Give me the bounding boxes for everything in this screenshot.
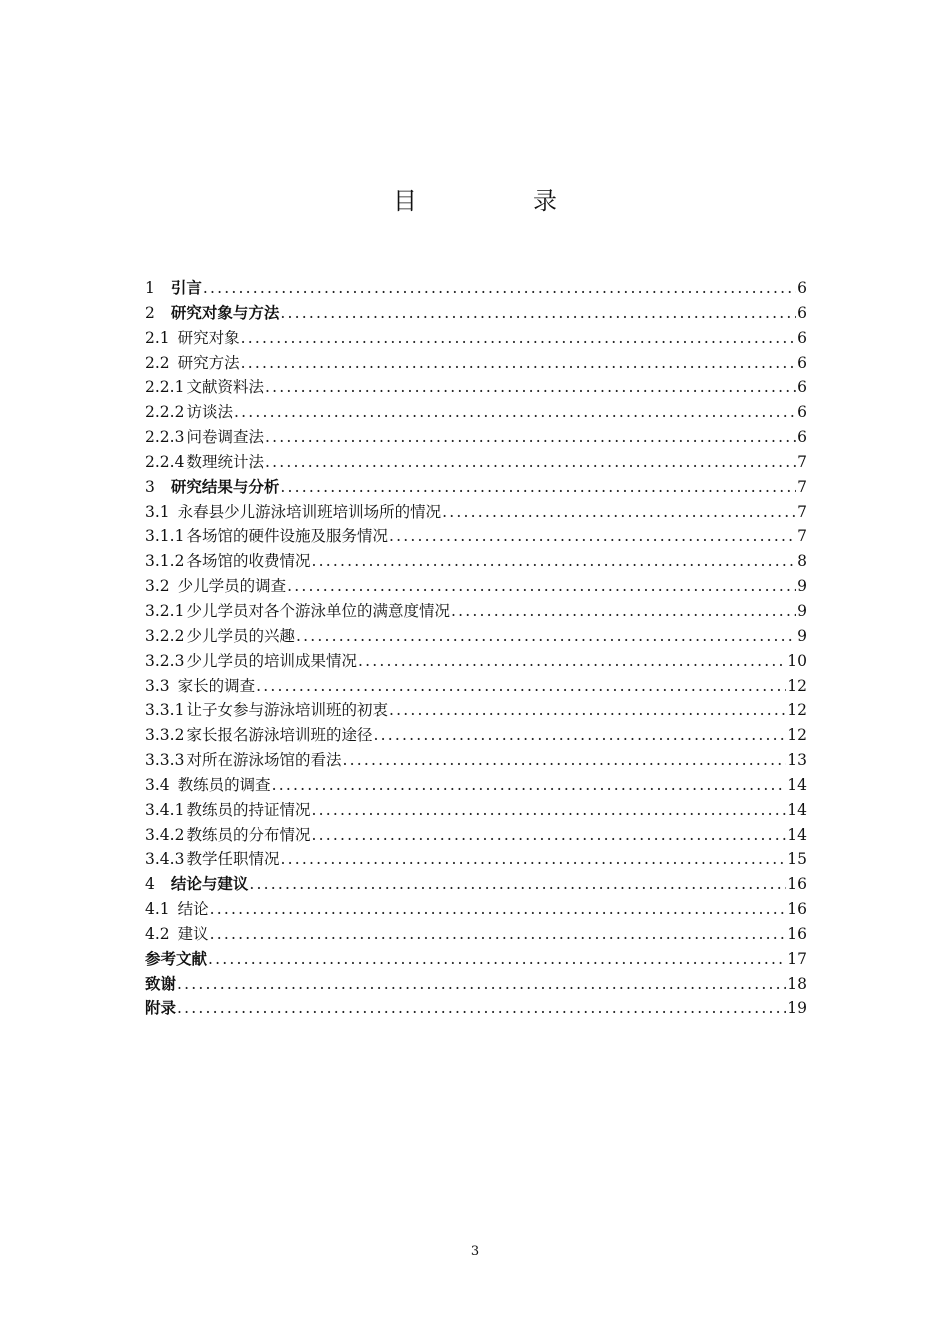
toc-entry-number: 2.2 — [145, 353, 170, 372]
toc-entry[interactable] — [145, 351, 807, 376]
toc-leader-dots — [442, 500, 796, 525]
toc-entry-number: 2 — [145, 303, 155, 322]
toc-leader-dots — [265, 450, 796, 475]
toc-entry-label: 结论与建议 — [170, 875, 249, 894]
toc-entry-page: 6 — [797, 403, 807, 422]
toc-entry-label: 对所在游泳场馆的看法 — [186, 751, 342, 770]
toc-entry-label: 致谢 — [145, 974, 177, 993]
toc-entry[interactable] — [145, 524, 807, 549]
toc-leader-dots — [280, 475, 796, 500]
table-of-contents — [145, 276, 807, 1021]
toc-entry-number: 2.2.4 — [145, 452, 185, 471]
toc-entry-label: 问卷调查法 — [186, 428, 264, 447]
toc-leader-dots — [210, 922, 787, 947]
toc-entry[interactable] — [145, 450, 807, 475]
toc-leader-dots — [389, 524, 796, 549]
toc-leader-dots — [177, 996, 786, 1021]
toc-entry-page: 10 — [787, 651, 807, 670]
toc-entry-label: 附录 — [145, 999, 177, 1018]
toc-entry[interactable] — [145, 798, 807, 823]
page-title: 目 录 — [393, 187, 603, 215]
toc-entry[interactable] — [145, 947, 807, 972]
toc-entry[interactable] — [145, 922, 807, 947]
toc-entry-number: 3.4.3 — [145, 850, 185, 869]
toc-leader-dots — [311, 798, 786, 823]
toc-entry[interactable] — [145, 549, 807, 574]
toc-leader-dots — [208, 947, 786, 972]
toc-entry-page: 9 — [797, 601, 807, 620]
toc-leader-dots — [287, 574, 796, 599]
toc-entry[interactable] — [145, 996, 807, 1021]
toc-entry-number: 3.4 — [145, 775, 170, 794]
toc-entry-number: 3.2.1 — [145, 601, 185, 620]
toc-leader-dots — [358, 649, 786, 674]
toc-entry-label: 永春县少儿游泳培训班培训场所的情况 — [177, 502, 442, 521]
toc-entry[interactable] — [145, 400, 807, 425]
toc-leader-dots — [451, 599, 796, 624]
toc-entry-label: 教学任职情况 — [186, 850, 280, 869]
toc-entry-page: 17 — [787, 949, 807, 968]
toc-entry-page: 12 — [787, 726, 807, 745]
toc-entry-page: 13 — [787, 751, 807, 770]
toc-entry-label: 研究对象与方法 — [170, 303, 280, 322]
toc-leader-dots — [373, 723, 786, 748]
toc-entry-label: 结论 — [177, 900, 209, 919]
toc-leader-dots — [256, 674, 786, 699]
toc-entry-label: 少儿学员的兴趣 — [186, 626, 295, 645]
toc-entry[interactable] — [145, 475, 807, 500]
toc-entry-number: 3.2.3 — [145, 651, 185, 670]
toc-entry-number: 3.3.2 — [145, 726, 185, 745]
toc-entry-page: 16 — [787, 900, 807, 919]
toc-entry-label: 研究结果与分析 — [170, 477, 280, 496]
toc-entry[interactable] — [145, 847, 807, 872]
toc-entry-page: 6 — [797, 428, 807, 447]
toc-leader-dots — [265, 375, 796, 400]
toc-entry-number: 4 — [145, 875, 155, 894]
toc-entry[interactable] — [145, 599, 807, 624]
toc-entry-label: 少儿学员对各个游泳单位的满意度情况 — [186, 601, 450, 620]
toc-entry-number: 3.1.2 — [145, 552, 185, 571]
toc-entry-number: 3.3 — [145, 676, 170, 695]
toc-entry-page: 7 — [797, 477, 807, 496]
toc-entry-page: 7 — [797, 452, 807, 471]
toc-entry[interactable] — [145, 872, 807, 897]
toc-entry[interactable] — [145, 500, 807, 525]
toc-entry-page: 15 — [787, 850, 807, 869]
toc-entry-number: 3.1 — [145, 502, 170, 521]
toc-entry-number: 3.3.3 — [145, 751, 185, 770]
toc-entry-page: 12 — [787, 676, 807, 695]
toc-entry-page: 14 — [787, 800, 807, 819]
toc-entry[interactable] — [145, 674, 807, 699]
page-number: 3 — [470, 1244, 480, 1259]
toc-entry-label: 教练员的分布情况 — [186, 825, 311, 844]
toc-entry-label: 访谈法 — [186, 403, 233, 422]
toc-leader-dots — [234, 400, 796, 425]
toc-leader-dots — [241, 326, 796, 351]
toc-entry-page: 18 — [787, 974, 807, 993]
toc-entry-number: 3.4.2 — [145, 825, 185, 844]
toc-entry-label: 数理统计法 — [186, 452, 264, 471]
toc-entry[interactable] — [145, 649, 807, 674]
toc-leader-dots — [265, 425, 796, 450]
toc-entry-label: 让子女参与游泳培训班的初衷 — [186, 701, 388, 720]
toc-leader-dots — [311, 549, 796, 574]
toc-entry-page: 6 — [797, 353, 807, 372]
toc-entry-number: 2.2.2 — [145, 403, 185, 422]
toc-entry[interactable] — [145, 425, 807, 450]
toc-entry[interactable] — [145, 773, 807, 798]
toc-entry-page: 19 — [787, 999, 807, 1018]
toc-entry-label: 研究方法 — [177, 353, 240, 372]
toc-entry[interactable] — [145, 897, 807, 922]
toc-entry[interactable] — [145, 698, 807, 723]
toc-entry-label: 家长的调查 — [177, 676, 256, 695]
toc-entry-page: 9 — [797, 577, 807, 596]
toc-leader-dots — [272, 773, 787, 798]
toc-leader-dots — [177, 972, 786, 997]
toc-entry-label: 文献资料法 — [186, 378, 264, 397]
toc-entry-page: 16 — [787, 924, 807, 943]
toc-entry-page: 8 — [797, 552, 807, 571]
toc-entry-page: 9 — [797, 626, 807, 645]
toc-entry[interactable] — [145, 276, 807, 301]
toc-entry-label: 各场馆的硬件设施及服务情况 — [186, 527, 388, 546]
toc-entry[interactable] — [145, 823, 807, 848]
toc-entry-number: 2.2.1 — [145, 378, 185, 397]
toc-entry[interactable] — [145, 624, 807, 649]
toc-leader-dots — [389, 698, 786, 723]
toc-entry-number: 3.2.2 — [145, 626, 185, 645]
toc-entry-number: 2.1 — [145, 328, 170, 347]
toc-leader-dots — [203, 276, 796, 301]
toc-entry-label: 教练员的持证情况 — [186, 800, 311, 819]
toc-entry-label: 教练员的调查 — [177, 775, 271, 794]
toc-entry-label: 参考文献 — [145, 949, 208, 968]
toc-entry-number: 3.3.1 — [145, 701, 185, 720]
toc-leader-dots — [280, 301, 796, 326]
toc-entry-label: 研究对象 — [177, 328, 240, 347]
toc-leader-dots — [296, 624, 796, 649]
toc-entry[interactable] — [145, 326, 807, 351]
toc-entry-page: 6 — [797, 378, 807, 397]
toc-entry-number: 2.2.3 — [145, 428, 185, 447]
toc-entry[interactable] — [145, 972, 807, 997]
toc-entry-number: 3.4.1 — [145, 800, 185, 819]
toc-entry-number: 3.1.1 — [145, 527, 185, 546]
toc-entry-label: 各场馆的收费情况 — [186, 552, 311, 571]
toc-entry-page: 6 — [797, 279, 807, 297]
toc-entry-page: 14 — [787, 775, 807, 794]
toc-entry[interactable] — [145, 574, 807, 599]
toc-leader-dots — [342, 748, 786, 773]
toc-entry-label: 建议 — [177, 924, 209, 943]
toc-leader-dots — [210, 897, 787, 922]
toc-entry-number: 4.2 — [145, 924, 170, 943]
toc-leader-dots — [249, 872, 786, 897]
toc-entry-label: 少儿学员的调查 — [177, 577, 287, 596]
toc-entry-number: 3 — [145, 477, 155, 496]
toc-entry[interactable] — [145, 301, 807, 326]
toc-entry-page: 7 — [797, 502, 807, 521]
toc-entry-label: 少儿学员的培训成果情况 — [186, 651, 357, 670]
toc-entry-page: 7 — [797, 527, 807, 546]
toc-leader-dots — [311, 823, 786, 848]
toc-entry-number: 4.1 — [145, 900, 170, 919]
toc-entry-page: 12 — [787, 701, 807, 720]
toc-entry[interactable] — [145, 748, 807, 773]
toc-entry-number: 3.2 — [145, 577, 170, 596]
toc-leader-dots — [280, 847, 786, 872]
toc-entry[interactable] — [145, 375, 807, 400]
toc-entry[interactable] — [145, 723, 807, 748]
toc-entry-label: 引言 — [170, 279, 202, 297]
toc-entry-page: 14 — [787, 825, 807, 844]
toc-entry-page: 6 — [797, 303, 807, 322]
toc-entry-page: 6 — [797, 328, 807, 347]
toc-entry-page: 16 — [787, 875, 807, 894]
toc-entry-label: 家长报名游泳培训班的途径 — [186, 726, 373, 745]
toc-leader-dots — [241, 351, 796, 376]
toc-entry-number: 1 — [145, 279, 155, 297]
